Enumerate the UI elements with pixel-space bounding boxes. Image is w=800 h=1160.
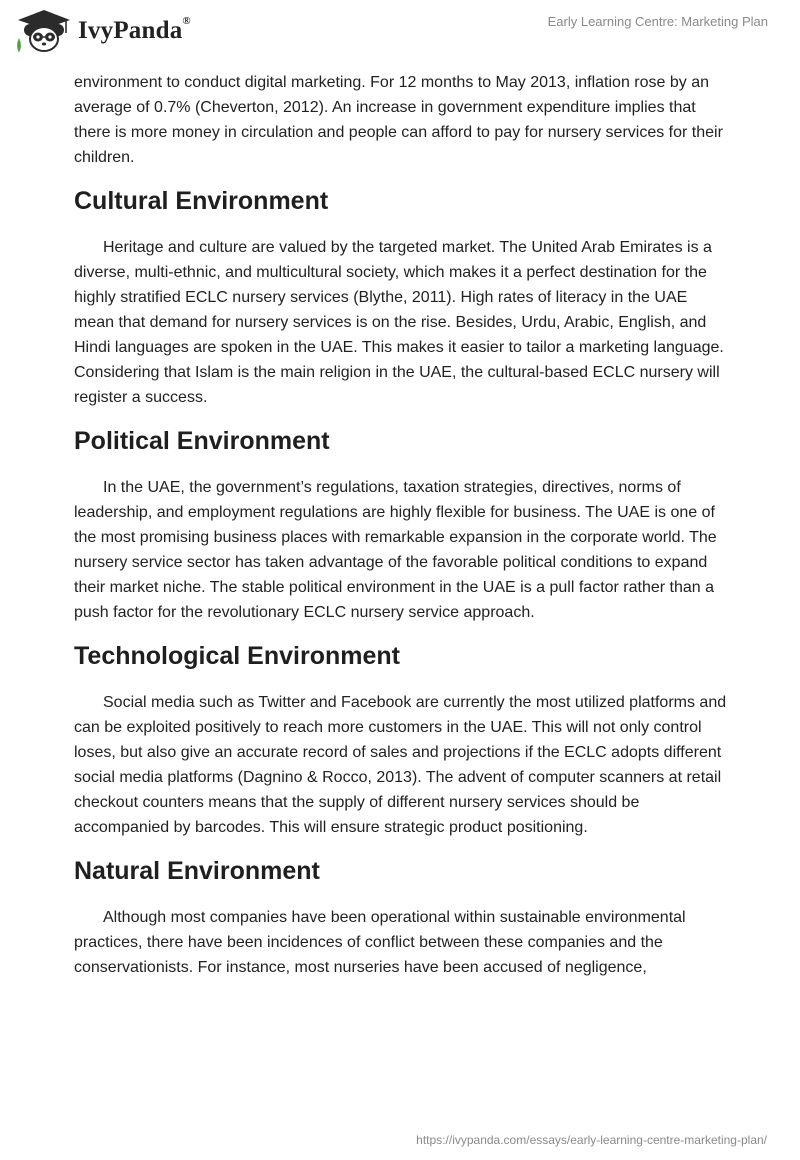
heading-cultural-environment: Cultural Environment bbox=[74, 187, 329, 215]
paragraph-political: In the UAE, the government’s regulations, taxation strategies, directives, norms of leadership, and employment regulations are highly flexible for business. The UAE is one of the most promising business places with remarkable expansion in the corporate world. The nursery service sector has taken advantage of the favorable political conditions to expand their market niche. The stable political environment in the UAE is a pull factor rather than a push factor for the revolutionary ECLC nursery service approach. bbox=[74, 479, 717, 621]
paragraph-continuation: environment to conduct digital marketing. For 12 months to May 2013, inflation rose by an average of 0.7% (Cheverton, 2012). An increase in government expenditure implies that there is more money in circulation and people can afford to pay for nursery services for their children. bbox=[74, 74, 723, 166]
document-title: Early Learning Centre: Marketing Plan bbox=[547, 14, 768, 29]
heading-natural-environment: Natural Environment bbox=[74, 857, 320, 885]
paragraph-technological: Social media such as Twitter and Facebook are currently the most utilized platforms and can be exploited positively to reach more customers in the UAE. This will not only control loses, but also give an accurate record of sales and projections if the ECLC adopts different social media platforms (Dagnino & Rocco, 2013). The advent of computer scanners at retail checkout counters means that the supply of different nursery services should be accompanied by barcodes. This will ensure strategic product positioning. bbox=[74, 694, 727, 836]
page-header bbox=[0, 0, 800, 70]
heading-political-environment: Political Environment bbox=[74, 427, 330, 455]
heading-technological-environment: Technological Environment bbox=[74, 642, 400, 670]
brand-name: IvyPanda® bbox=[78, 15, 191, 44]
panda-graduate-logo-icon bbox=[14, 8, 74, 54]
brand-logo[interactable] bbox=[14, 8, 191, 54]
paragraph-natural: Although most companies have been operational within sustainable environmental practices, there have been incidences of conflict between these companies and the conservationists. For instance, most nurseries have been accused of negligence, bbox=[74, 909, 686, 976]
paragraph-cultural: Heritage and culture are valued by the targeted market. The United Arab Emirates is a diverse, multi-ethnic, and multicultural society, which makes it a perfect destination for the highly stratified ECLC nursery services (Blythe, 2011). High rates of literacy in the UAE mean that demand for nursery services is on the rise. Besides, Urdu, Arabic, English, and Hindi languages are spoken in the UAE. This makes it easier to tailor a marketing language. Considering that Islam is the main religion in the UAE, the cultural-based ECLC nursery will register a success. bbox=[74, 239, 724, 406]
article-body bbox=[74, 70, 728, 980]
footer-source-url[interactable]: https://ivypanda.com/essays/early-learning-centre-marketing-plan/ bbox=[416, 1133, 767, 1147]
